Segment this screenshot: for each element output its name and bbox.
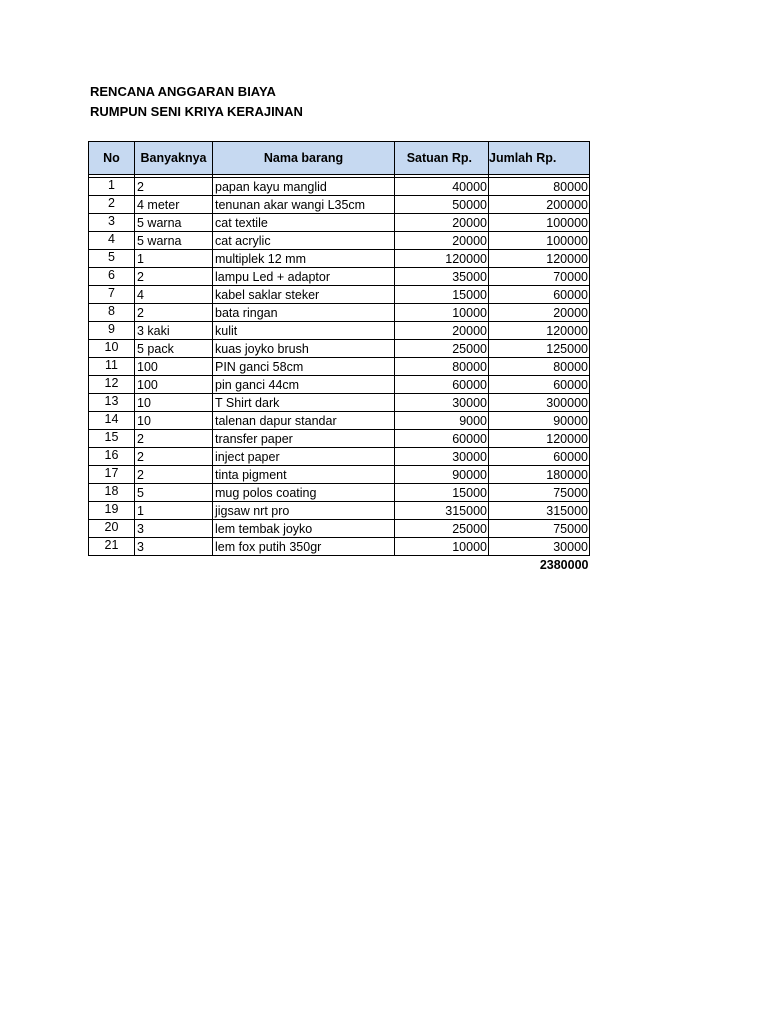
table-row [89, 340, 590, 358]
cell-total-price: 315000 [489, 502, 590, 520]
cell-item-name: kulit [213, 322, 395, 340]
cell-no: 19 [89, 502, 135, 520]
table-row [89, 214, 590, 232]
budget-table [88, 141, 590, 574]
cell-total-price: 60000 [489, 376, 590, 394]
document-title-block [90, 82, 303, 122]
cell-no: 9 [89, 322, 135, 340]
table-row [89, 196, 590, 214]
cell-quantity: 2 [135, 304, 213, 322]
grand-total-row [89, 556, 590, 575]
cell-item-name: talenan dapur standar [213, 412, 395, 430]
cell-item-name: inject paper [213, 448, 395, 466]
cell-quantity: 5 pack [135, 340, 213, 358]
cell-no: 20 [89, 520, 135, 538]
cell-quantity: 100 [135, 376, 213, 394]
cell-total-price: 100000 [489, 232, 590, 250]
cell-unit-price: 20000 [395, 232, 489, 250]
cell-unit-price: 30000 [395, 394, 489, 412]
table-row [89, 520, 590, 538]
header-quantity: Banyaknya [135, 142, 213, 175]
table-header-row [89, 142, 590, 175]
cell-total-price: 120000 [489, 322, 590, 340]
cell-no: 21 [89, 538, 135, 556]
header-unit-price: Satuan Rp. [395, 142, 489, 175]
cell-no: 10 [89, 340, 135, 358]
cell-item-name: pin ganci 44cm [213, 376, 395, 394]
cell-unit-price: 20000 [395, 322, 489, 340]
table-row [89, 430, 590, 448]
table-row [89, 304, 590, 322]
cell-item-name: PIN ganci 58cm [213, 358, 395, 376]
cell-item-name: bata ringan [213, 304, 395, 322]
cell-quantity: 2 [135, 448, 213, 466]
cell-no: 11 [89, 358, 135, 376]
cell-total-price: 80000 [489, 358, 590, 376]
cell-no: 8 [89, 304, 135, 322]
cell-item-name: tenunan akar wangi L35cm [213, 196, 395, 214]
cell-no: 1 [89, 178, 135, 196]
table-row [89, 358, 590, 376]
cell-quantity: 3 [135, 538, 213, 556]
table-row [89, 448, 590, 466]
cell-item-name: jigsaw nrt pro [213, 502, 395, 520]
table-row [89, 502, 590, 520]
cell-quantity: 3 [135, 520, 213, 538]
cell-quantity: 5 warna [135, 232, 213, 250]
cell-total-price: 120000 [489, 250, 590, 268]
cell-unit-price: 10000 [395, 304, 489, 322]
cell-quantity: 10 [135, 394, 213, 412]
grand-total-value: 2380000 [539, 558, 589, 572]
cell-unit-price: 9000 [395, 412, 489, 430]
cell-quantity: 5 warna [135, 214, 213, 232]
cell-item-name: papan kayu manglid [213, 178, 395, 196]
cell-no: 5 [89, 250, 135, 268]
cell-no: 15 [89, 430, 135, 448]
table-row [89, 268, 590, 286]
cell-unit-price: 15000 [395, 286, 489, 304]
cell-no: 12 [89, 376, 135, 394]
cell-item-name: mug polos coating [213, 484, 395, 502]
cell-no: 16 [89, 448, 135, 466]
cell-unit-price: 15000 [395, 484, 489, 502]
cell-quantity: 4 meter [135, 196, 213, 214]
cell-item-name: cat acrylic [213, 232, 395, 250]
table-row [89, 250, 590, 268]
cell-item-name: T Shirt dark [213, 394, 395, 412]
cell-quantity: 2 [135, 430, 213, 448]
cell-total-price: 125000 [489, 340, 590, 358]
cell-quantity: 3 kaki [135, 322, 213, 340]
table-row [89, 484, 590, 502]
table-body [89, 175, 590, 556]
cell-item-name: kuas joyko brush [213, 340, 395, 358]
table-row [89, 376, 590, 394]
header-no: No [89, 142, 135, 175]
table-row [89, 322, 590, 340]
table-row [89, 232, 590, 250]
cell-total-price: 90000 [489, 412, 590, 430]
cell-item-name: multiplek 12 mm [213, 250, 395, 268]
table-row [89, 466, 590, 484]
table-row [89, 178, 590, 196]
cell-unit-price: 30000 [395, 448, 489, 466]
header-total-price: Jumlah Rp. [489, 142, 590, 175]
cell-unit-price: 10000 [395, 538, 489, 556]
table-row [89, 412, 590, 430]
cell-quantity: 5 [135, 484, 213, 502]
cell-item-name: lem fox putih 350gr [213, 538, 395, 556]
cell-total-price: 120000 [489, 430, 590, 448]
cell-item-name: cat textile [213, 214, 395, 232]
cell-total-price: 180000 [489, 466, 590, 484]
cell-total-price: 30000 [489, 538, 590, 556]
cell-no: 7 [89, 286, 135, 304]
table-row [89, 538, 590, 556]
cell-quantity: 2 [135, 268, 213, 286]
cell-unit-price: 90000 [395, 466, 489, 484]
cell-no: 13 [89, 394, 135, 412]
cell-quantity: 1 [135, 502, 213, 520]
cell-unit-price: 120000 [395, 250, 489, 268]
cell-total-price: 70000 [489, 268, 590, 286]
cell-no: 3 [89, 214, 135, 232]
cell-unit-price: 315000 [395, 502, 489, 520]
cell-item-name: kabel saklar steker [213, 286, 395, 304]
cell-no: 18 [89, 484, 135, 502]
document-title: RENCANA ANGGARAN BIAYA [90, 84, 276, 99]
cell-item-name: lem tembak joyko [213, 520, 395, 538]
cell-total-price: 75000 [489, 520, 590, 538]
header-item-name: Nama barang [213, 142, 395, 175]
cell-item-name: lampu Led + adaptor [213, 268, 395, 286]
table-row [89, 286, 590, 304]
cell-total-price: 75000 [489, 484, 590, 502]
cell-no: 4 [89, 232, 135, 250]
cell-unit-price: 80000 [395, 358, 489, 376]
cell-total-price: 20000 [489, 304, 590, 322]
cell-total-price: 60000 [489, 448, 590, 466]
cell-quantity: 10 [135, 412, 213, 430]
cell-total-price: 80000 [489, 178, 590, 196]
document-subtitle: RUMPUN SENI KRIYA KERAJINAN [90, 104, 303, 119]
cell-no: 2 [89, 196, 135, 214]
table-row [89, 394, 590, 412]
cell-unit-price: 25000 [395, 520, 489, 538]
cell-unit-price: 40000 [395, 178, 489, 196]
cell-item-name: tinta pigment [213, 466, 395, 484]
cell-total-price: 60000 [489, 286, 590, 304]
cell-no: 6 [89, 268, 135, 286]
cell-unit-price: 60000 [395, 430, 489, 448]
cell-unit-price: 35000 [395, 268, 489, 286]
cell-total-price: 100000 [489, 214, 590, 232]
cell-quantity: 2 [135, 178, 213, 196]
cell-unit-price: 20000 [395, 214, 489, 232]
cell-quantity: 100 [135, 358, 213, 376]
cell-unit-price: 25000 [395, 340, 489, 358]
cell-quantity: 4 [135, 286, 213, 304]
cell-quantity: 1 [135, 250, 213, 268]
cell-unit-price: 60000 [395, 376, 489, 394]
cell-item-name: transfer paper [213, 430, 395, 448]
cell-no: 14 [89, 412, 135, 430]
cell-unit-price: 50000 [395, 196, 489, 214]
cell-no: 17 [89, 466, 135, 484]
cell-quantity: 2 [135, 466, 213, 484]
cell-total-price: 200000 [489, 196, 590, 214]
cell-total-price: 300000 [489, 394, 590, 412]
